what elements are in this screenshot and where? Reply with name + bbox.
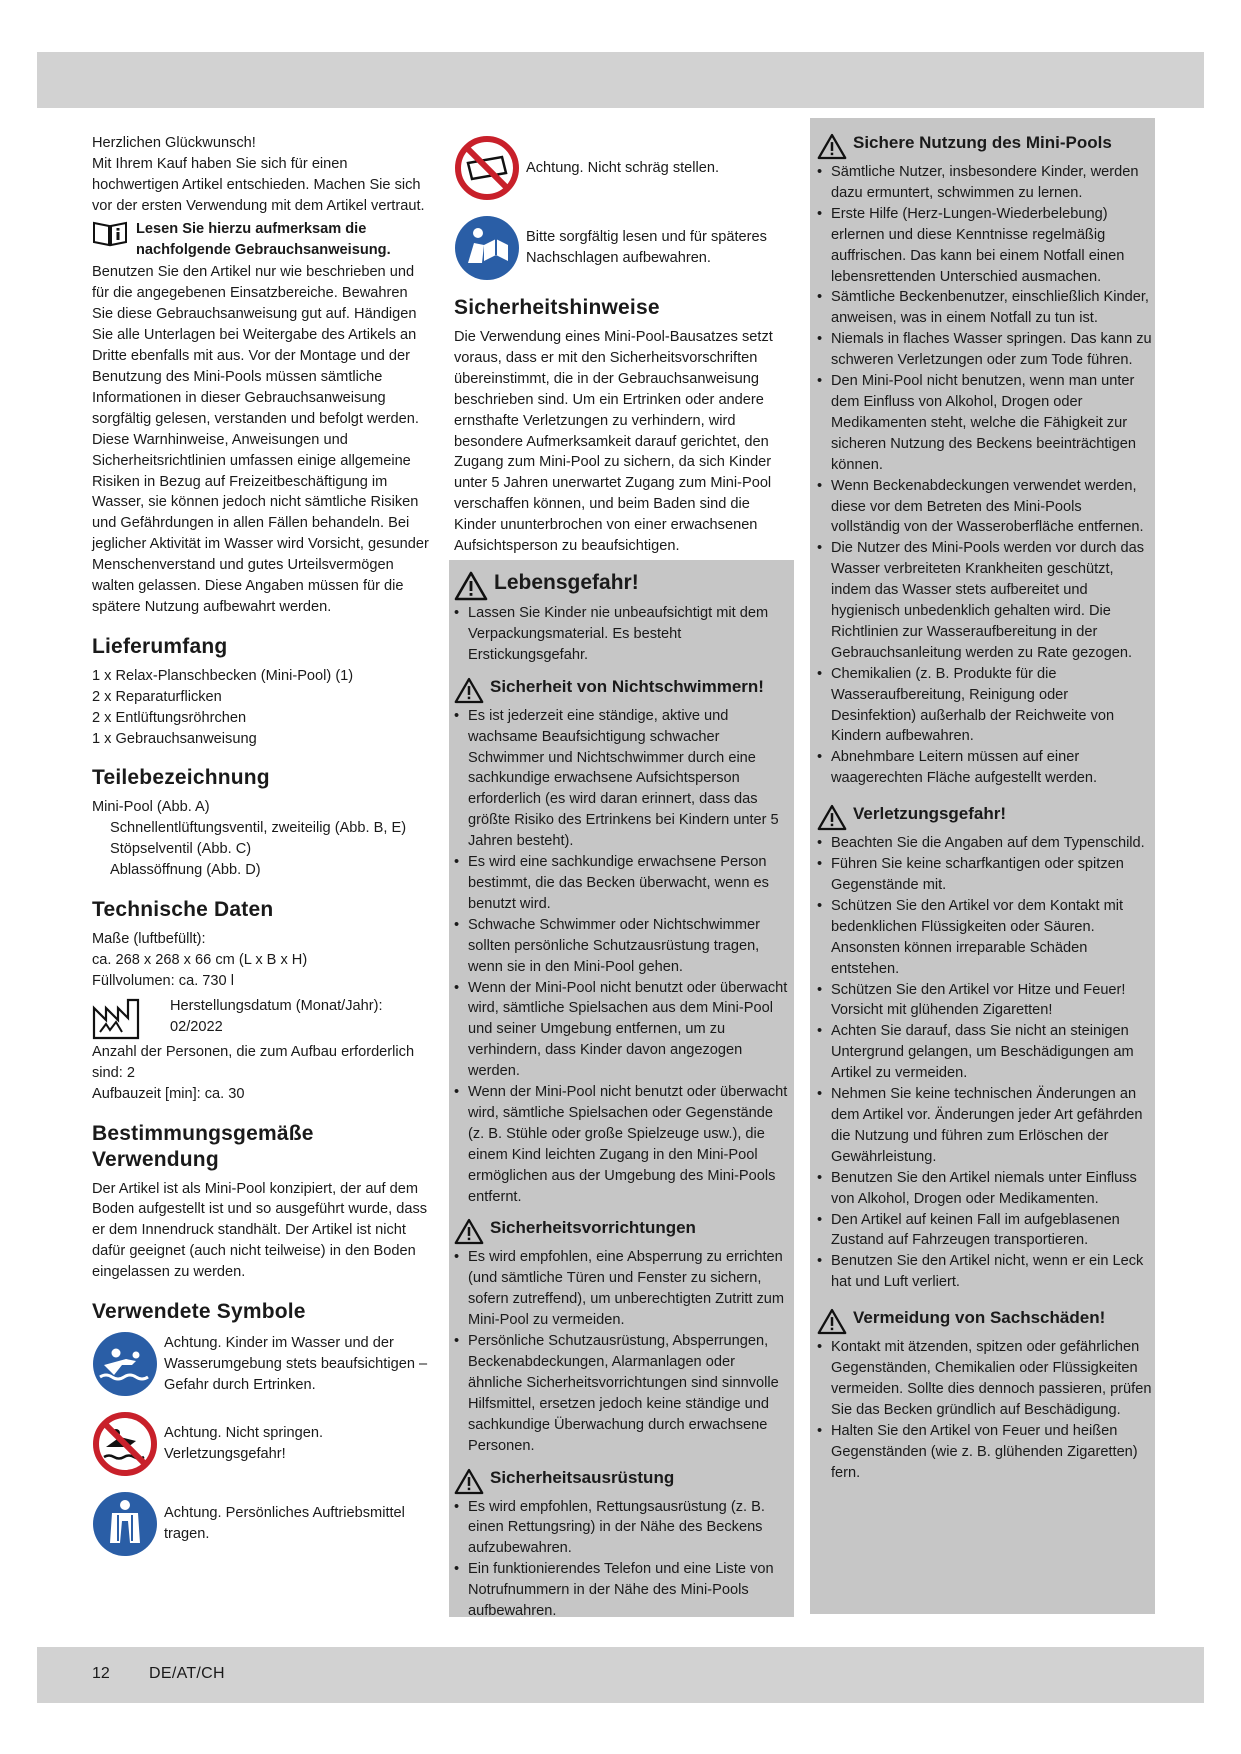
danger-title: Lebensgefahr! [494,571,639,594]
footer-bar [37,1647,1204,1703]
header-bar [37,52,1204,108]
devices-title: Sicherheitsvorrichtungen [490,1218,696,1238]
list-item: • Den Artikel auf keinen Fall im aufgeblasenen Zustand auf Fahrzeugen transportieren. [817,1210,1153,1252]
read-instructions-note [92,219,432,261]
equipment-title: Sicherheitsausrüstung [490,1467,675,1487]
tech-line: Füllvolumen: ca. 730 l [92,972,234,989]
list-item: • Sämtliche Beckenbenutzer, einschließlich Kinder, anweisen, was in einem Notfall zu tun ist. [817,287,1153,329]
column-1 [92,133,432,1571]
manufacturing-date [92,996,432,1040]
usage-text: Benutzen Sie den Artikel nur wie beschrieben und für die angegebenen Einsatzbereiche. Bewahren Sie diese Gebrauchsanweisung gut auf. Händigen Sie alle Unterlagen bei Weitergabe des Artikels an Dritte ebenfalls mit aus. Vor der Montage und der Benutzung des Mini-Pools müssen sämtliche Informationen in dieser Gebrauchsanweisung sorgfältig gelesen, verstanden und befolgt werden. Diese Warnhinweise, Anweisungen und Sicherheitsrichtlinien umfassen einige allgemeine Risiken in Bezug auf Freizeitbeschäftigung im Wasser, sie können jedoch nicht sämtliche Risiken und Gefährdungen in allen Fällen behandeln. Bei jeglicher Aktivität im Wasser wird Vorsicht, gesunder Menschenverstand und gutes Urteilsvermögen walten gelassen. Diese Angaben müssen für die spätere Nutzung aufbewahrt werden. [92,264,429,615]
parts-heading: Teilebezeichnung [92,766,270,790]
region-label: DE/AT/CH [149,1665,225,1682]
warning-icon [817,133,847,160]
list-item: • Erste Hilfe (Herz-Lungen-Wiederbelebung) erlernen und diese Kenntnisse regelmäßig auffrischen. Das kann bei einem Notfall einen lebensrettenden Unterschied ausmachen. [817,204,1153,288]
symbols-heading: Verwendete Symbole [92,1300,306,1324]
no-tilting-icon [454,135,520,201]
property-list [817,1337,1153,1483]
safe-use-title: Sichere Nutzung des Mini-Pools [853,133,1112,152]
symbol-text: Achtung. Persönliches Auftriebsmittel tragen. [164,1505,405,1543]
list-item: • Abnehmbare Leitern müssen auf einer waagerechten Fläche aufgestellt werden. [817,747,1153,789]
supervise-children-icon [92,1331,158,1397]
mfg-value: 02/2022 [170,1018,223,1035]
scope-item: 2 x Entlüftungsröhrchen [92,709,247,726]
list-item: • Schützen Sie den Artikel vor Hitze und Feuer! Vorsicht mit glühenden Zigaretten! [817,980,1153,1022]
property-heading [817,1307,1153,1335]
list-item: • Achten Sie darauf, dass Sie nicht an steinigen Untergrund gelangen, um Beschädigungen am Artikel zu vermeiden. [817,1021,1153,1084]
tech-line: Aufbauzeit [min]: ca. 30 [92,1085,245,1102]
factory-icon [92,998,142,1040]
intended-use-text: Der Artikel ist als Mini-Pool konzipiert, der auf dem Boden aufgestellt ist und so ausgeführt wurde, dass er dem Innendruck standhält. Der Artikel ist nicht dafür geeignet (auch nicht teilweise) in den Boden eingelassen zu werden. [92,1180,428,1281]
scope-item: 1 x Gebrauchsanweisung [92,730,257,747]
parts-main: Mini-Pool (Abb. A) [92,799,210,816]
list-item: • Wenn der Mini-Pool nicht benutzt oder überwacht wird, sämtliche Spielsachen oder Gegenstände (z. B. Stühle oder große Spielzeuge usw.), die einem Kind leichten Zugang in den Mini-Pool ermöglichen aus der Umgebung des Mini-Pools entfernt. [454,1082,790,1207]
list-item: • Niemals in flaches Wasser springen. Das kann zu schweren Verletzungen oder zum Tode führen. [817,329,1153,371]
symbol-row [92,1491,432,1557]
list-item: • Den Mini-Pool nicht benutzen, wenn man unter dem Einfluss von Alkohol, Drogen oder Medikamenten steht, welche die Fähigkeit zur sicheren Nutzung des Beckens beeinträchtigen können. [817,371,1153,476]
safety-heading: Sicherheitshinweise [454,296,660,319]
nonswimmer-title: Sicherheit von Nichtschwimmern! [490,676,764,696]
equipment-heading [454,1467,790,1495]
safe-use-list [817,162,1153,789]
devices-heading [454,1217,790,1245]
list-item: • Benutzen Sie den Artikel niemals unter Einfluss von Alkohol, Drogen oder Medikamenten. [817,1168,1153,1210]
parts-sub-item: Schnellentlüftungsventil, zweiteilig (Abb. B, E) [110,820,407,837]
scope-item: 2 x Reparaturflicken [92,688,222,705]
list-item: • Kontakt mit ätzenden, spitzen oder gefährlichen Gegenständen, Chemikalien oder Flüssigkeiten vermeiden. Sollte dies dennoch passieren, prüfen Sie das Becken gründlich auf Beschädigung. [817,1337,1153,1421]
property-title: Vermeidung von Sachschäden! [853,1308,1106,1328]
nonswimmer-heading [454,676,790,704]
symbol-text: Achtung. Kinder im Wasser und der Wasserumgebung stets beaufsichtigen – Gefahr durch Ertrinken. [164,1334,428,1393]
list-item: • Es wird empfohlen, eine Absperrung zu errichten (und sämtliche Türen und Fenster zu sichern, sofern zutreffend), um unberechtigten Zutritt zum Mini-Pool zu vermeiden. [454,1247,790,1331]
warning-icon [817,1308,847,1335]
symbol-text: Achtung. Nicht schräg stellen. [526,159,720,176]
list-item: • Es wird eine sachkundige erwachsene Person bestimmt, die das Becken überwacht, wenn es benutzt wird. [454,852,790,915]
safe-use-heading [817,132,1153,160]
equipment-list [454,1497,790,1622]
list-item: • Sämtliche Nutzer, insbesondere Kinder, werden dazu ermuntert, schwimmen zu lernen. [817,162,1153,204]
scope-item: 1 x Relax-Planschbecken (Mini-Pool) (1) [92,667,354,684]
list-item: • Chemikalien (z. B. Produkte für die Wasseraufbereitung, Reinigung oder Desinfektion) außerhalb der Reichweite von Kindern aufbewahren. [817,664,1153,748]
warning-icon [454,571,488,601]
scope-heading: Lieferumfang [92,634,228,658]
intro-text: Mit Ihrem Kauf haben Sie sich für einen hochwertigen Artikel entschieden. Machen Sie sich vor der ersten Verwendung mit dem Artikel vertraut. [92,155,425,214]
devices-list [454,1247,790,1456]
list-item: • Es ist jederzeit eine ständige, aktive und wachsame Beaufsichtigung schwacher Schwimmer und Nichtschwimmer durch eine sachkundige erwachsene Aufsichtsperson erforderlich (es wird daran erinnert, dass das größte Risiko des Ertrinkens bei Kindern unter 5 Jahren besteht). [454,706,790,852]
page-number: 12 [92,1665,110,1682]
parts-sub-item: Stöpselventil (Abb. C) [110,841,252,858]
list-item: • Wenn Beckenabdeckungen verwendet werden, diese vor dem Betreten des Mini-Pools vollständig von der Wasseroberfläche entfernen. [817,476,1153,539]
list-item: • Wenn der Mini-Pool nicht benutzt oder überwacht wird, sämtliche Spielsachen aus dem Mini-Pool und seiner Umgebung entfernen, um zu verhindern, dass Kinder davon angezogen werden. [454,978,790,1083]
read-manual-icon [454,215,520,281]
symbol-row [454,135,793,201]
list-item: • Nehmen Sie keine technischen Änderungen an dem Artikel vor. Änderungen jeder Art gefährden die Nutzung und führen zum Erlöschen der Gewährleistung. [817,1084,1153,1168]
intended-use-heading: Bestimmungsgemäße Verwendung [92,1121,314,1171]
life-jacket-icon [92,1491,158,1557]
list-item: • Schwache Schwimmer oder Nichtschwimmer sollten persönliche Schutzausrüstung tragen, wenn sie in den Mini-Pool gehen. [454,915,790,978]
injury-heading [817,803,1153,831]
mfg-label: Herstellungsdatum (Monat/Jahr): [170,997,383,1014]
injury-title: Verletzungsgefahr! [853,804,1007,824]
safety-text: Die Verwendung eines Mini-Pool-Bausatzes setzt voraus, dass er mit den Sicherheitsvorschriften übereinstimmt, die in der Gebrauchsanweisung beschrieben sind. Um ein Ertrinken oder andere ernsthafte Verletzungen zu verhindern, wird besondere Aufmerksamkeit darauf gerichtet, den Zugang zum Mini-Pool zu sichern, da sich Kinder unter 5 Jahren unerwartet Zugang zum Mini-Pool verschaffen können, und beim Baden sind die Kinder ununterbrochen von einer erwachsenen Aufsichtsperson zu beaufsichtigen. [454,329,773,555]
symbol-row [92,1411,432,1477]
list-item: • Es wird empfohlen, Rettungsausrüstung (z. B. einen Rettungsring) in der Nähe des Beckens aufzubewahren. [454,1497,790,1560]
warning-icon [817,804,847,831]
list-item: • Benutzen Sie den Artikel nicht, wenn er ein Leck hat und Luft verliert. [817,1251,1153,1293]
danger-list [454,603,790,666]
parts-sub-item: Ablassöffnung (Abb. D) [110,862,261,879]
no-diving-icon [92,1411,158,1477]
symbol-row [92,1331,432,1397]
list-item: • Führen Sie keine scharfkantigen oder spitzen Gegenstände mit. [817,854,1153,896]
nonswimmer-list [454,706,790,1208]
warning-icon [454,677,484,704]
warning-icon [454,1468,484,1495]
injury-list [817,833,1153,1293]
read-note-text: Lesen Sie hierzu aufmerksam die nachfolgende Gebrauchsanweisung. [136,220,391,258]
list-item: • Schützen Sie den Artikel vor dem Kontakt mit bedenklichen Flüssigkeiten oder Säuren. Ansonsten können irreparable Schäden entstehen. [817,896,1153,980]
tech-line: Maße (luftbefüllt): [92,931,206,948]
column-2 [454,133,793,557]
symbol-text: Bitte sorgfältig lesen und für späteres Nachschlagen aufbewahren. [526,229,767,266]
list-item: • Persönliche Schutzausrüstung, Absperrungen, Beckenabdeckungen, Alarmanlagen oder ähnliche Sicherheitsvorrichtungen sind sinnvolle Hilfsmittel, ersetzen jedoch keine ständige und sachkundige Überwachung durch erwachsene Personen. [454,1331,790,1456]
tech-line: ca. 268 x 268 x 66 cm (L x B x H) [92,952,308,968]
list-item: • Lassen Sie Kinder nie unbeaufsichtigt mit dem Verpackungsmaterial. Es besteht Erstickungsgefahr. [454,603,790,666]
list-item: • Beachten Sie die Angaben auf dem Typenschild. [817,833,1153,854]
symbol-row [454,215,793,281]
list-item: • Halten Sie den Artikel von Feuer und heißen Gegenständen (wie z. B. glühenden Zigaretten) fern. [817,1421,1153,1484]
list-item: • Ein funktionierendes Telefon und eine Liste von Notrufnummern in der Nähe des Mini-Pools aufbewahren. [454,1559,790,1622]
tech-heading: Technische Daten [92,898,274,922]
list-item: • Die Nutzer des Mini-Pools werden vor durch das Wasser verbreiteten Krankheiten geschützt, indem das Wasser stets aufbereitet und hygienisch unbedenklich gehalten wird. Die Richtlinien zur Wasseraufbereitung in der Gebrauchsanleitung werden zu Rate gezogen. [817,538,1153,663]
intro-greeting: Herzlichen Glückwunsch! [92,135,256,151]
symbol-text: Achtung. Nicht springen. Verletzungsgefahr! [164,1425,323,1463]
manual-info-icon [92,219,128,254]
warning-icon [454,1218,484,1245]
safety-box-content [454,570,790,1622]
tech-line: Anzahl der Personen, die zum Aufbau erforderlich sind: 2 [92,1043,415,1081]
danger-heading [454,570,790,601]
column-3 [817,132,1153,1483]
